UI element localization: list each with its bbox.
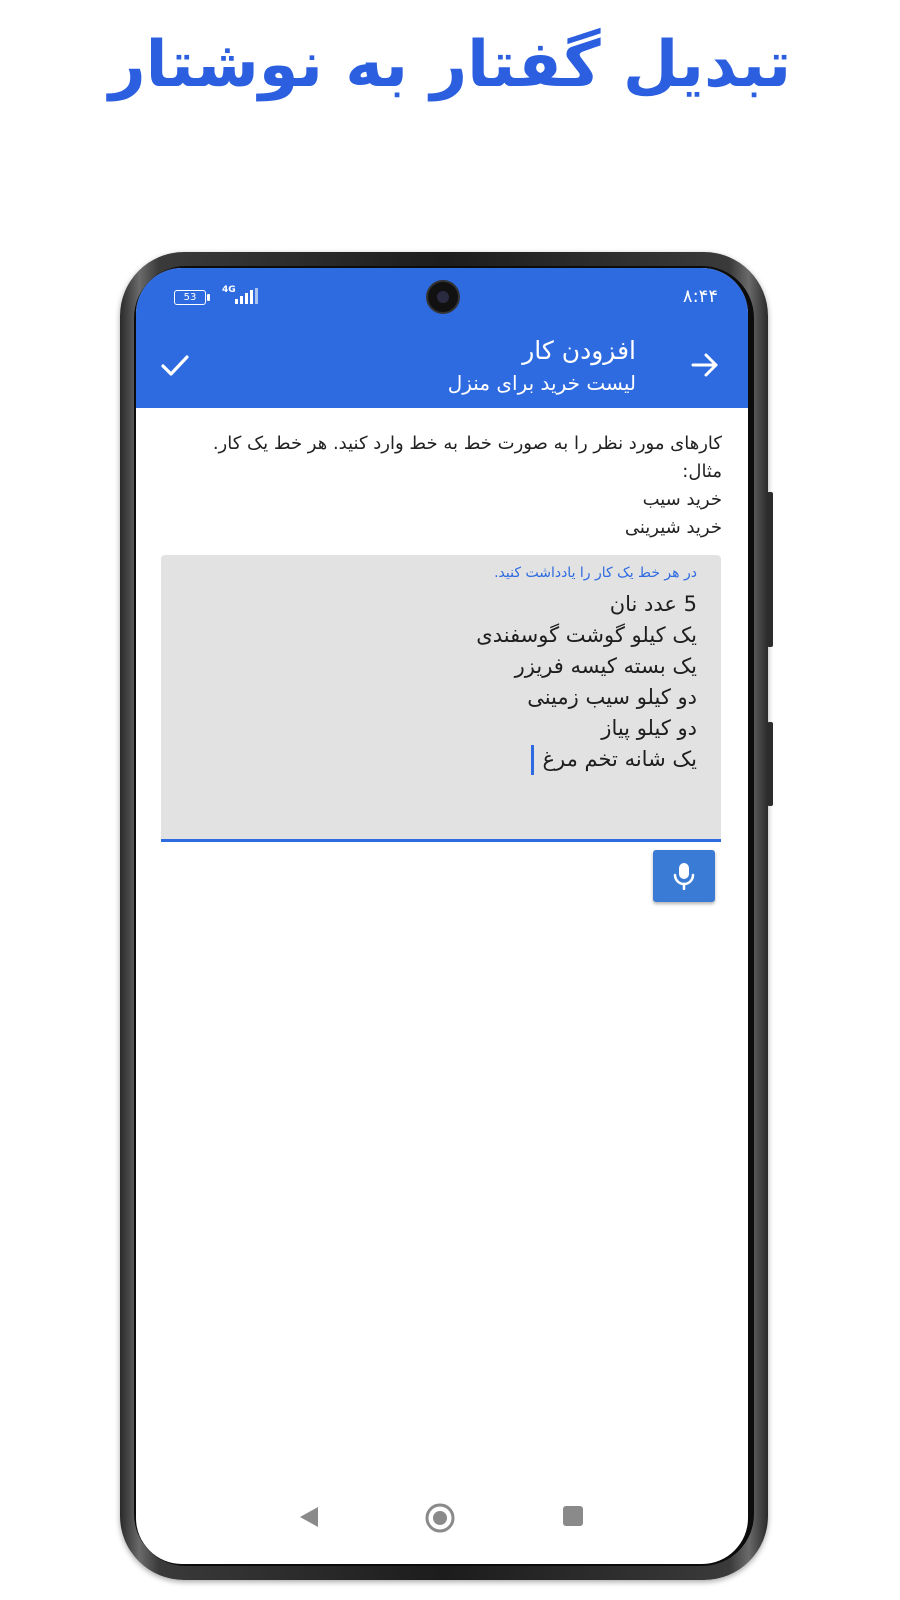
arrow-right-icon[interactable] — [688, 348, 722, 382]
instruction-text: کارهای مورد نظر را به صورت خط به خط وارد کنید. هر خط یک کار. — [212, 433, 722, 454]
instructions — [162, 430, 722, 542]
task-line-last — [476, 744, 697, 775]
example-item: خرید سیب — [642, 489, 722, 510]
microphone-icon — [672, 862, 696, 890]
check-icon[interactable] — [158, 348, 192, 382]
voice-input-button[interactable] — [653, 850, 715, 902]
task-line: 5 عدد نان — [609, 592, 697, 616]
status-bar — [136, 268, 748, 324]
task-line: یک بسته کیسه فریزر — [514, 654, 697, 678]
textarea-hint: در هر خط یک کار را یادداشت کنید. — [494, 565, 697, 581]
front-camera — [426, 280, 460, 314]
back-icon[interactable] — [296, 1504, 322, 1530]
page-subtitle: لیست خرید برای منزل — [447, 371, 636, 395]
text-caret — [531, 745, 534, 775]
phone-frame — [120, 252, 768, 1580]
network-type: 4G — [222, 285, 236, 295]
example-label: مثال: — [682, 461, 722, 482]
signal-icon — [235, 288, 265, 304]
page-title: افزودن کار — [522, 336, 636, 365]
app-bar-titles — [448, 334, 636, 398]
task-textarea[interactable] — [161, 555, 721, 842]
app-bar — [136, 324, 748, 408]
task-line-text: یک شانه تخم مرغ — [542, 747, 697, 771]
home-icon[interactable] — [424, 1502, 456, 1534]
headline: تبدیل گفتار به نوشتار — [108, 28, 792, 102]
task-line: دو کیلو سیب زمینی — [527, 685, 697, 709]
volume-button — [767, 492, 773, 647]
clock: ۸:۴۴ — [682, 286, 718, 307]
task-line: دو کیلو پیاز — [601, 716, 697, 740]
task-line: یک کیلو گوشت گوسفندی — [476, 623, 697, 647]
battery-icon: 53 — [174, 290, 206, 305]
nav-bar — [136, 1484, 748, 1564]
power-button — [767, 722, 773, 806]
screen — [136, 268, 748, 1564]
example-item: خرید شیرینی — [624, 517, 722, 538]
recents-icon[interactable] — [561, 1504, 585, 1528]
textarea-lines — [476, 589, 697, 775]
